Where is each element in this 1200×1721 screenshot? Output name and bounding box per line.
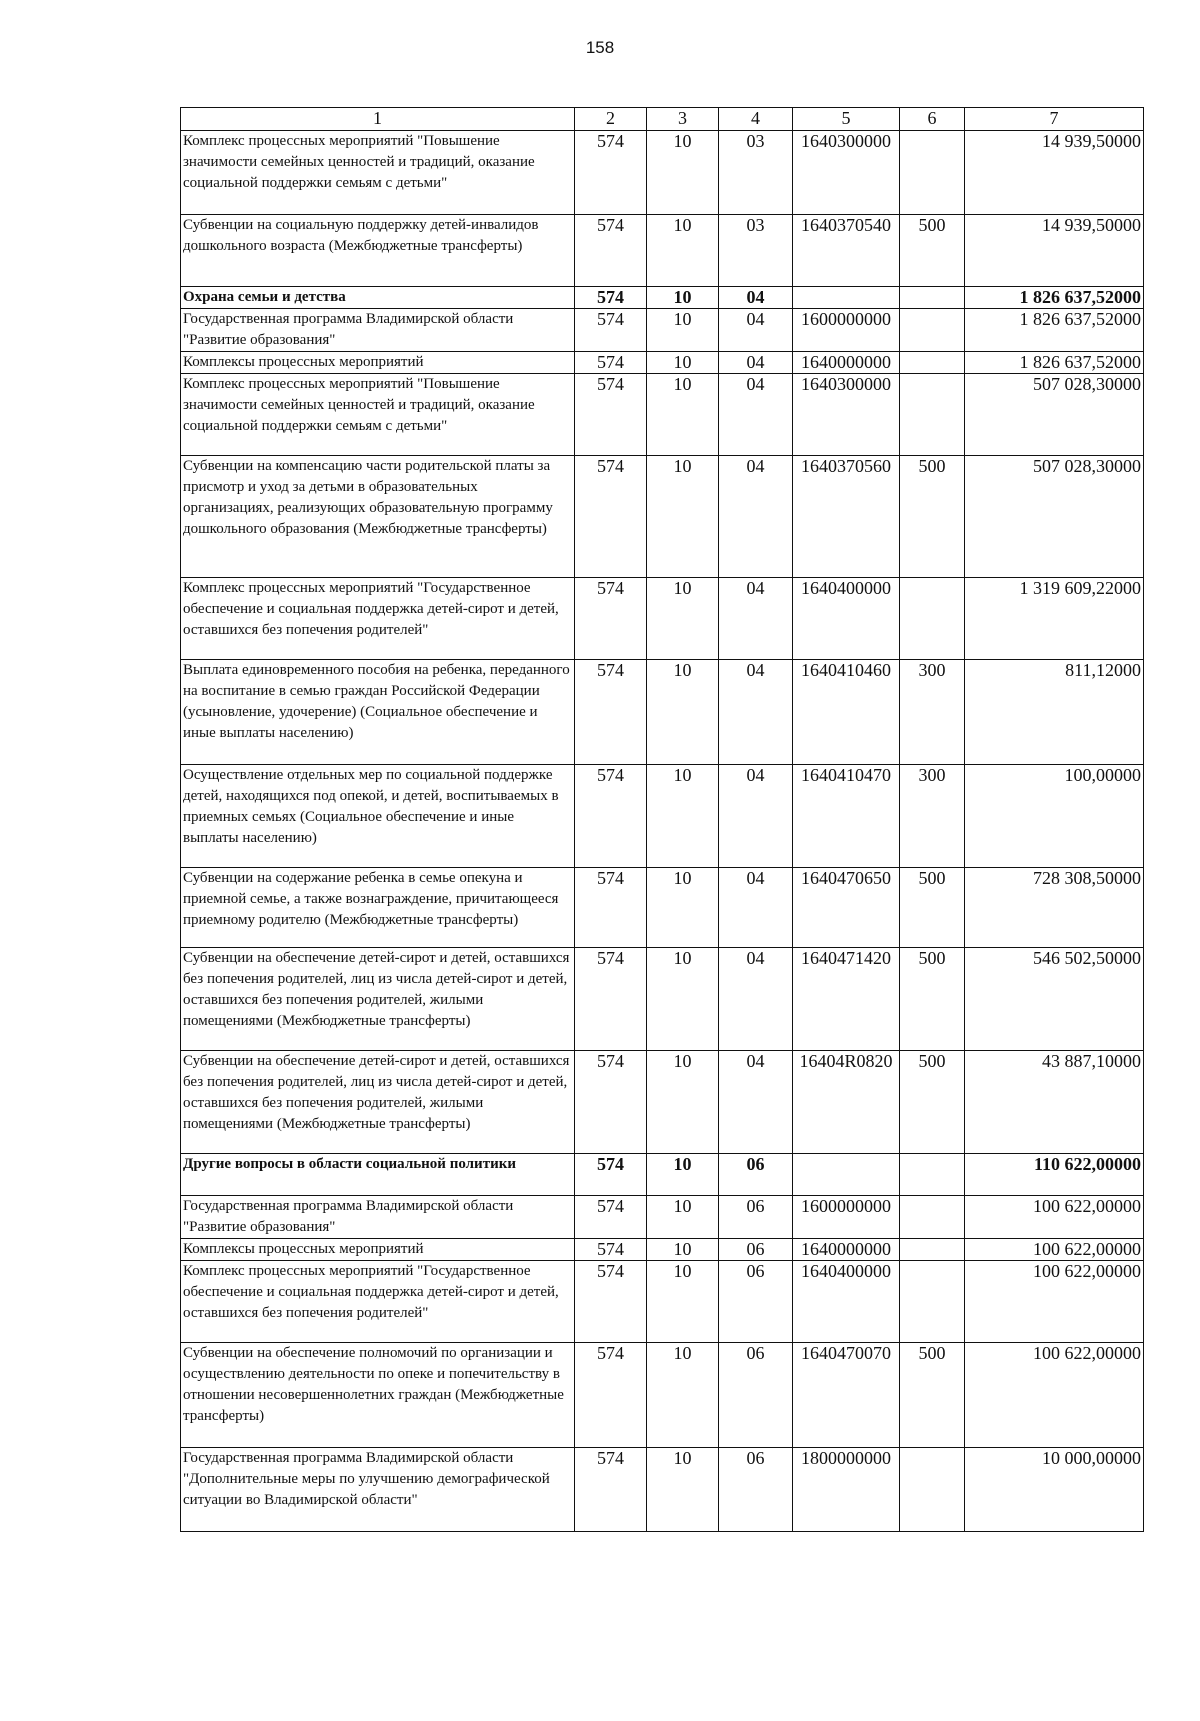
target-article-cell: 1640470070 [793, 1343, 900, 1448]
subsection-code-cell: 06 [719, 1196, 793, 1239]
admin-code-cell: 574 [575, 1261, 647, 1343]
table-row [181, 456, 1144, 578]
item-name-cell: Субвенции на содержание ребенка в семье опекуна и приемной семье, а также вознаграждение, причитающееся приемному родителю (Межбюджетные трансферты) [181, 868, 575, 948]
section-code-cell: 10 [647, 1196, 719, 1239]
table-row [181, 948, 1144, 1051]
subsection-code-cell: 04 [719, 1051, 793, 1154]
subsection-code-cell: 04 [719, 352, 793, 374]
target-article-cell [793, 1154, 900, 1196]
amount-cell: 1 319 609,22000 [965, 578, 1144, 660]
expense-type-cell [900, 352, 965, 374]
table-row [181, 1196, 1144, 1239]
subsection-code-cell: 04 [719, 374, 793, 456]
target-article-cell: 1640370540 [793, 215, 900, 287]
admin-code-cell: 574 [575, 215, 647, 287]
admin-code-cell: 574 [575, 352, 647, 374]
target-article-cell: 1640000000 [793, 1239, 900, 1261]
target-article-cell: 16404R0820 [793, 1051, 900, 1154]
header-cell-2: 2 [575, 108, 647, 131]
section-code-cell: 10 [647, 374, 719, 456]
item-name-cell: Субвенции на обеспечение детей-сирот и детей, оставшихся без попечения родителей, лиц из числа детей-сирот и детей, оставшихся без попечения родителей, жилыми помещениями (Межбюджетные трансферты) [181, 1051, 575, 1154]
amount-cell: 1 826 637,52000 [965, 352, 1144, 374]
header-cell-3: 3 [647, 108, 719, 131]
section-code-cell: 10 [647, 1343, 719, 1448]
item-name-cell: Государственная программа Владимирской области "Развитие образования" [181, 1196, 575, 1239]
admin-code-cell: 574 [575, 287, 647, 309]
admin-code-cell: 574 [575, 578, 647, 660]
expense-type-cell: 500 [900, 1343, 965, 1448]
admin-code-cell: 574 [575, 868, 647, 948]
admin-code-cell: 574 [575, 309, 647, 352]
expense-type-cell [900, 131, 965, 215]
expense-type-cell [900, 1261, 965, 1343]
amount-cell: 100 622,00000 [965, 1343, 1144, 1448]
admin-code-cell: 574 [575, 374, 647, 456]
table-row [181, 131, 1144, 215]
section-code-cell: 10 [647, 578, 719, 660]
item-name-cell: Комплекс процессных мероприятий "Повышение значимости семейных ценностей и традиций, оказание социальной поддержки семьям с детьми" [181, 131, 575, 215]
expense-type-cell: 300 [900, 765, 965, 868]
subsection-code-cell: 04 [719, 868, 793, 948]
target-article-cell: 1640400000 [793, 578, 900, 660]
table-row [181, 765, 1144, 868]
item-name-cell: Субвенции на компенсацию части родительской платы за присмотр и уход за детьми в образовательных организациях, реализующих образовательную программу дошкольного образования (Межбюджетные трансферты) [181, 456, 575, 578]
admin-code-cell: 574 [575, 1448, 647, 1532]
admin-code-cell: 574 [575, 948, 647, 1051]
amount-cell: 1 826 637,52000 [965, 287, 1144, 309]
expense-type-cell: 500 [900, 1051, 965, 1154]
subsection-code-cell: 04 [719, 578, 793, 660]
target-article-cell: 1800000000 [793, 1448, 900, 1532]
expense-type-cell [900, 287, 965, 309]
target-article-cell: 1640300000 [793, 131, 900, 215]
admin-code-cell: 574 [575, 765, 647, 868]
item-name-cell: Комплекс процессных мероприятий "Государственное обеспечение и социальная поддержка детей-сирот и детей, оставшихся без попечения родителей" [181, 1261, 575, 1343]
section-code-cell: 10 [647, 660, 719, 765]
amount-cell: 100,00000 [965, 765, 1144, 868]
admin-code-cell: 574 [575, 1239, 647, 1261]
table-row [181, 660, 1144, 765]
target-article-cell: 1640471420 [793, 948, 900, 1051]
item-name-cell: Осуществление отдельных мер по социальной поддержке детей, находящихся под опекой, и детей, воспитываемых в приемных семьях (Социальное обеспечение и иные выплаты населению) [181, 765, 575, 868]
section-code-cell: 10 [647, 868, 719, 948]
expense-type-cell: 500 [900, 215, 965, 287]
target-article-cell [793, 287, 900, 309]
subsection-code-cell: 04 [719, 660, 793, 765]
section-code-cell: 10 [647, 352, 719, 374]
subsection-code-cell: 06 [719, 1261, 793, 1343]
table-row [181, 868, 1144, 948]
admin-code-cell: 574 [575, 660, 647, 765]
amount-cell: 14 939,50000 [965, 215, 1144, 287]
section-code-cell: 10 [647, 948, 719, 1051]
header-cell-4: 4 [719, 108, 793, 131]
admin-code-cell: 574 [575, 131, 647, 215]
section-code-cell: 10 [647, 1051, 719, 1154]
amount-cell: 546 502,50000 [965, 948, 1144, 1051]
target-article-cell: 1640000000 [793, 352, 900, 374]
subsection-code-cell: 04 [719, 287, 793, 309]
target-article-cell: 1640370560 [793, 456, 900, 578]
expense-type-cell [900, 309, 965, 352]
expense-type-cell [900, 374, 965, 456]
subsection-code-cell: 06 [719, 1239, 793, 1261]
expense-type-cell: 500 [900, 456, 965, 578]
expense-type-cell [900, 1154, 965, 1196]
header-row [181, 108, 1144, 131]
amount-cell: 1 826 637,52000 [965, 309, 1144, 352]
section-code-cell: 10 [647, 215, 719, 287]
item-name-cell: Субвенции на обеспечение детей-сирот и детей, оставшихся без попечения родителей, лиц из числа детей-сирот и детей, оставшихся без попечения родителей, жилыми помещениями (Межбюджетные трансферты) [181, 948, 575, 1051]
page-number: 158 [585, 38, 615, 57]
subsection-code-cell: 06 [719, 1448, 793, 1532]
section-code-cell: 10 [647, 1261, 719, 1343]
section-code-cell: 10 [647, 1239, 719, 1261]
table-row [181, 215, 1144, 287]
item-name-cell: Комплексы процессных мероприятий [181, 352, 575, 374]
section-code-cell: 10 [647, 765, 719, 868]
item-name-cell: Государственная программа Владимирской области "Дополнительные меры по улучшению демографической ситуации во Владимирской области" [181, 1448, 575, 1532]
subsection-code-cell: 06 [719, 1343, 793, 1448]
expense-type-cell: 500 [900, 868, 965, 948]
subsection-code-cell: 04 [719, 948, 793, 1051]
item-name-cell: Охрана семьи и детства [181, 287, 575, 309]
target-article-cell: 1640410470 [793, 765, 900, 868]
expense-type-cell [900, 578, 965, 660]
table-row [181, 352, 1144, 374]
subsection-code-cell: 03 [719, 215, 793, 287]
subsection-code-cell: 03 [719, 131, 793, 215]
item-name-cell: Комплекс процессных мероприятий "Государственное обеспечение и социальная поддержка детей-сирот и детей, оставшихся без попечения родителей" [181, 578, 575, 660]
item-name-cell: Государственная программа Владимирской области "Развитие образования" [181, 309, 575, 352]
item-name-cell: Выплата единовременного пособия на ребенка, переданного на воспитание в семью граждан Российской Федерации (усыновление, удочерение) (Социальное обеспечение и иные выплаты населению) [181, 660, 575, 765]
admin-code-cell: 574 [575, 1343, 647, 1448]
target-article-cell: 1640470650 [793, 868, 900, 948]
item-name-cell: Субвенции на социальную поддержку детей-инвалидов дошкольного возраста (Межбюджетные трансферты) [181, 215, 575, 287]
section-code-cell: 10 [647, 131, 719, 215]
table-row [181, 1343, 1144, 1448]
target-article-cell: 1600000000 [793, 1196, 900, 1239]
table-row [181, 1448, 1144, 1532]
target-article-cell: 1600000000 [793, 309, 900, 352]
target-article-cell: 1640300000 [793, 374, 900, 456]
amount-cell: 507 028,30000 [965, 374, 1144, 456]
section-code-cell: 10 [647, 287, 719, 309]
admin-code-cell: 574 [575, 456, 647, 578]
target-article-cell: 1640400000 [793, 1261, 900, 1343]
table-row [181, 287, 1144, 309]
item-name-cell: Субвенции на обеспечение полномочий по организации и осуществлению деятельности по опеке и попечительству в отношении несовершеннолетних граждан (Межбюджетные трансферты) [181, 1343, 575, 1448]
table-row [181, 1051, 1144, 1154]
header-cell-5: 5 [793, 108, 900, 131]
table-row [181, 578, 1144, 660]
amount-cell: 43 887,10000 [965, 1051, 1144, 1154]
admin-code-cell: 574 [575, 1196, 647, 1239]
admin-code-cell: 574 [575, 1051, 647, 1154]
expense-type-cell [900, 1196, 965, 1239]
section-code-cell: 10 [647, 1448, 719, 1532]
table-row [181, 1154, 1144, 1196]
section-code-cell: 10 [647, 456, 719, 578]
table-row [181, 374, 1144, 456]
admin-code-cell: 574 [575, 1154, 647, 1196]
item-name-cell: Другие вопросы в области социальной политики [181, 1154, 575, 1196]
section-code-cell: 10 [647, 309, 719, 352]
section-code-cell: 10 [647, 1154, 719, 1196]
header-cell-6: 6 [900, 108, 965, 131]
header-cell-1: 1 [181, 108, 575, 131]
subsection-code-cell: 04 [719, 309, 793, 352]
expense-type-cell: 500 [900, 948, 965, 1051]
subsection-code-cell: 06 [719, 1154, 793, 1196]
amount-cell: 100 622,00000 [965, 1239, 1144, 1261]
amount-cell: 100 622,00000 [965, 1196, 1144, 1239]
target-article-cell: 1640410460 [793, 660, 900, 765]
amount-cell: 507 028,30000 [965, 456, 1144, 578]
table-row [181, 1239, 1144, 1261]
amount-cell: 14 939,50000 [965, 131, 1144, 215]
amount-cell: 10 000,00000 [965, 1448, 1144, 1532]
table-row [181, 1261, 1144, 1343]
subsection-code-cell: 04 [719, 765, 793, 868]
table-row [181, 309, 1144, 352]
expense-type-cell [900, 1448, 965, 1532]
amount-cell: 110 622,00000 [965, 1154, 1144, 1196]
amount-cell: 100 622,00000 [965, 1261, 1144, 1343]
header-cell-7: 7 [965, 108, 1144, 131]
expense-type-cell: 300 [900, 660, 965, 765]
subsection-code-cell: 04 [719, 456, 793, 578]
amount-cell: 811,12000 [965, 660, 1144, 765]
item-name-cell: Комплекс процессных мероприятий "Повышение значимости семейных ценностей и традиций, оказание социальной поддержки семьям с детьми" [181, 374, 575, 456]
amount-cell: 728 308,50000 [965, 868, 1144, 948]
item-name-cell: Комплексы процессных мероприятий [181, 1239, 575, 1261]
expense-type-cell [900, 1239, 965, 1261]
budget-table [180, 107, 1144, 1532]
